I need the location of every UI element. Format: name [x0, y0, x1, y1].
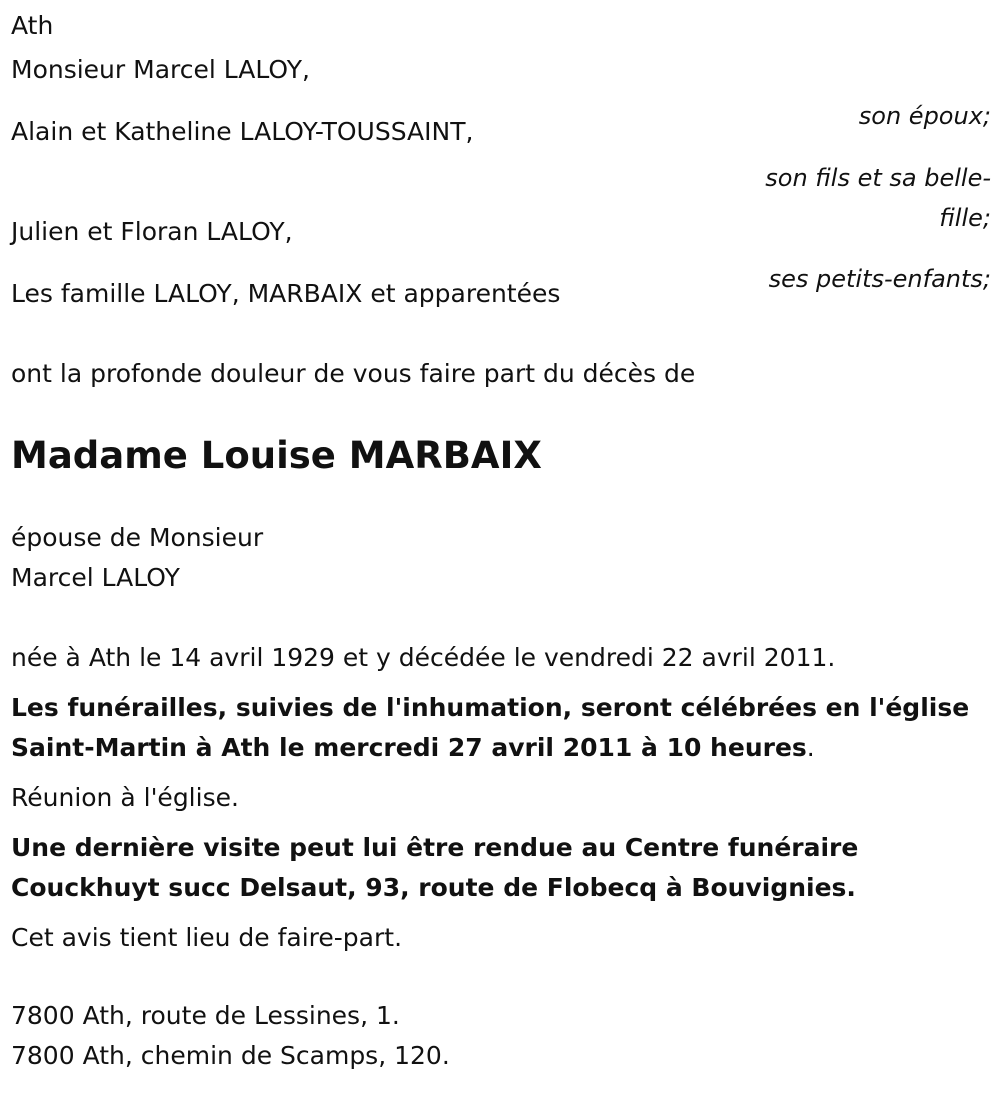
family-name: Alain et Katheline LALOY-TOUSSAINT,	[11, 117, 474, 146]
obituary-notice	[11, 6, 991, 1076]
spouse-line-1: épouse de Monsieur	[11, 523, 264, 552]
address: 7800 Ath, route de Lessines, 1.	[11, 1001, 400, 1030]
last-visit: Une dernière visite peut lui être rendue au Centre funéraire Couckhuyt succ Delsaut, 93, route de Flobecq à Bouvignies.	[11, 833, 859, 902]
meeting: Réunion à l'église.	[11, 783, 239, 812]
address: 7800 Ath, chemin de Scamps, 120.	[11, 1041, 450, 1070]
family-name: Julien et Floran LALOY,	[11, 217, 293, 246]
funeral-text: Les funérailles, suivies de l'inhumation, seront célébrées en l'église Saint-Martin à Ath le mercredi 27 avril 2011 à 10 heures	[11, 693, 970, 762]
family-relation: son fils et sa belle-fille;	[765, 164, 991, 232]
birth-death: née à Ath le 14 avril 1929 et y décédée le vendredi 22 avril 2011.	[11, 643, 836, 672]
funeral-info	[11, 688, 971, 768]
funeral-end: .	[806, 733, 815, 762]
family-relation: ses petits-enfants;	[768, 265, 991, 293]
notice: Cet avis tient lieu de faire-part.	[11, 923, 403, 952]
family-name: Les famille LALOY, MARBAIX et apparentées	[11, 279, 561, 308]
city: Ath	[11, 11, 54, 40]
family-name: Monsieur Marcel LALOY,	[11, 55, 310, 84]
announcement: ont la profonde douleur de vous faire part du décès de	[11, 359, 696, 388]
spouse-line-2: Marcel LALOY	[11, 563, 180, 592]
deceased-name: Madame Louise MARBAIX	[11, 434, 542, 477]
family-entry	[11, 212, 991, 293]
family-entry	[11, 50, 991, 130]
family-relation: son époux;	[858, 102, 991, 130]
